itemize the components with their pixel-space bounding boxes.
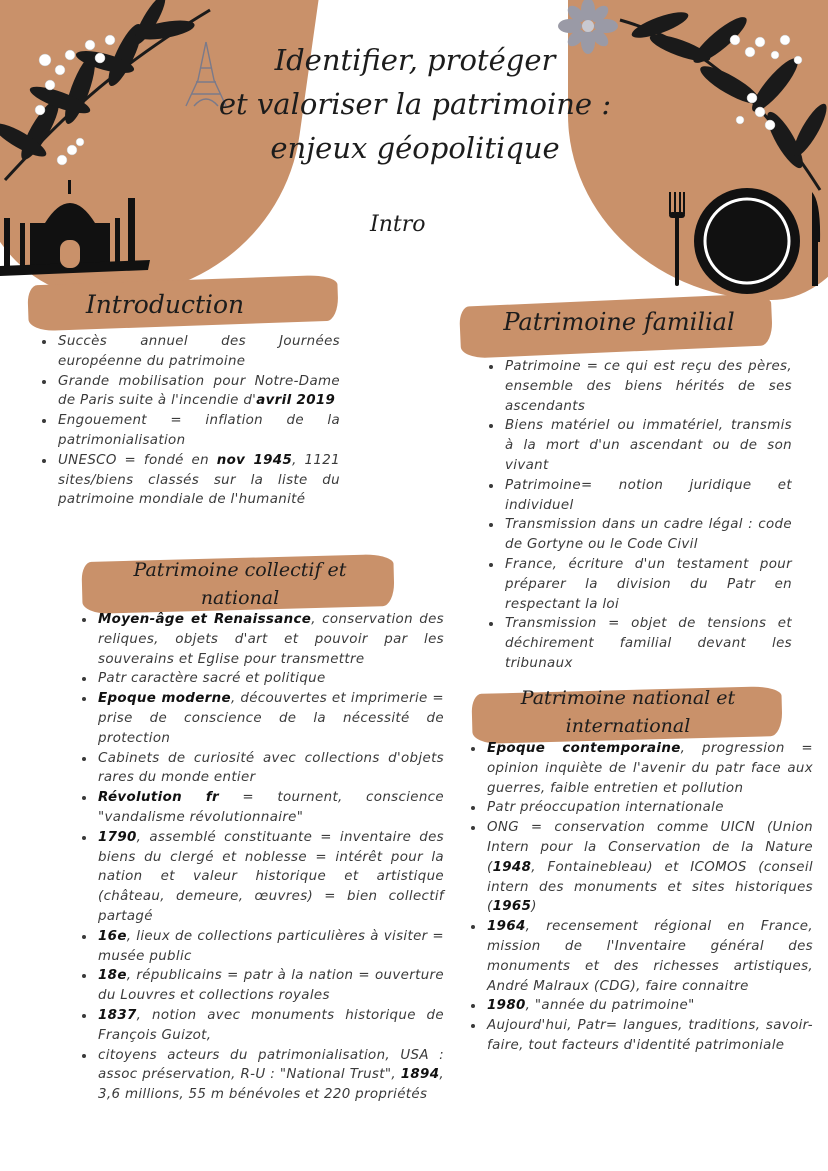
text-segment: , notion avec monuments historique de François Guizot, <box>98 1007 444 1043</box>
bold-text: Epoque contemporaine <box>487 741 681 756</box>
text-segment: UNESCO = fondé en <box>58 452 217 468</box>
text-segment: , conservation des reliques, objets d'art et pouvoir par les souverains et Eglise pour transmettre <box>98 612 445 667</box>
list-item <box>485 798 813 818</box>
text-segment: , "année du patrimoine" <box>525 998 695 1014</box>
text-segment: Engouement = inflation de la patrimonialisation <box>58 413 340 448</box>
text-segment: Transmission dans un cadre légal : code de Gortyne ou le Code Civil <box>505 517 792 553</box>
text-segment: Cabinets de curiosité avec collections d'objets rares du monde entier <box>98 750 444 786</box>
list-item <box>503 515 792 555</box>
list-item <box>485 1016 813 1056</box>
fork-icon <box>668 192 686 288</box>
list-item <box>485 818 813 917</box>
leaf-branch-icon <box>610 0 828 200</box>
list-item <box>96 927 444 967</box>
familial-list <box>485 357 792 674</box>
list-item <box>96 788 444 828</box>
text-segment: , assemblé constituante = inventaire des biens du clergé et noblesse = intérêt pour la nation et valeur historique et artistique (château, demeure, œuvres) = bien collectif partagé <box>98 829 444 924</box>
list-item <box>56 451 340 510</box>
list-item <box>503 614 792 673</box>
bold-text: 1980 <box>487 998 526 1014</box>
intro-label: Intro <box>370 212 426 237</box>
text-segment: Patr préoccupation internationale <box>487 800 724 816</box>
taj-mahal-icon <box>0 178 150 278</box>
list-item <box>503 416 792 475</box>
list-item <box>503 476 792 516</box>
text-segment: , républicains = patr à la nation = ouverture du Louvres et collections royales <box>98 968 444 1004</box>
list-item <box>96 610 444 669</box>
text-segment: Aujourd'hui, Patr= langues, traditions, savoir-faire, tout facteurs d'identité patrimoniale <box>487 1018 813 1053</box>
text-segment: , 3,6 millions, 55 m bénévoles et 220 propriétés <box>98 1067 444 1103</box>
section-heading-international: Patrimoine national et international <box>520 687 736 737</box>
page-title <box>200 38 630 170</box>
bold-text: 1964 <box>487 919 526 935</box>
section-heading-familial: Patrimoine familial <box>503 308 735 336</box>
list-item <box>503 555 792 614</box>
text-segment: Patrimoine= notion juridique et individuel <box>505 477 792 513</box>
section-heading-introduction: Introduction <box>85 290 245 319</box>
knife-icon <box>808 192 822 288</box>
text-segment: Patr caractère sacré et politique <box>98 671 326 687</box>
list-item <box>96 1046 444 1105</box>
text-segment: , Fontainebleau) et ICOMOS (conseil intern des monuments et sites historiques ( <box>487 859 813 915</box>
list-item <box>503 357 792 416</box>
text-segment: ) <box>531 899 537 915</box>
text-segment: Patrimoine = ce qui est reçu des pères, ensemble des biens hérités de ses ascendants <box>505 359 792 414</box>
plate-icon <box>692 186 802 296</box>
text-segment: , découvertes et imprimerie = prise de conscience de la nécessité de protection <box>98 691 445 746</box>
list-item <box>56 372 340 412</box>
text-segment: citoyens acteurs du patrimonialisation, USA : assoc préservation, R-U : "National Trust", <box>98 1047 444 1083</box>
list-item <box>485 739 813 798</box>
list-item <box>96 669 444 689</box>
text-segment: , recensement régional en France, mission de l'Inventaire général des monuments et des richesses artistiques, André Malraux (CDG), faire connaitre <box>487 919 813 994</box>
text-segment: , 1121 sites/biens classés sur la liste du patrimoine mondiale de l'humanité <box>58 452 340 508</box>
bold-text: 16e <box>98 928 127 944</box>
bold-text: 1790 <box>98 829 137 845</box>
section-heading-collectif: Patrimoine collectif et national <box>133 559 347 609</box>
text-segment: Biens matériel ou immatériel, transmis à la mort d'un ascendant ou de son vivant <box>505 418 792 473</box>
text-segment: Succès annuel des Journées européenne du patrimoine <box>58 334 340 369</box>
collectif-list <box>78 610 444 1105</box>
bold-text: 1948 <box>492 859 532 875</box>
list-item <box>96 966 444 1006</box>
bold-text: Moyen-âge et Renaissance <box>98 612 312 627</box>
list-item <box>96 828 444 927</box>
title-line: enjeux géopolitique <box>270 131 560 165</box>
bold-text: 18e <box>98 968 127 984</box>
introduction-list <box>38 332 340 510</box>
text-segment: Grande mobilisation pour Notre-Dame de Paris suite à l'incendie d' <box>58 373 340 409</box>
text-segment: = tournent, conscience "vandalisme révolutionnaire" <box>98 790 444 825</box>
title-line: et valoriser la patrimoine : <box>218 87 612 121</box>
bold-text: nov 1945 <box>216 452 293 468</box>
list-item <box>96 749 444 789</box>
list-item <box>485 917 813 996</box>
text-segment: , lieux de collections particulières à visiter = musée public <box>98 928 444 964</box>
bold-text: 1894 <box>400 1067 440 1083</box>
text-segment: ONG = conservation comme UICN (Union Intern pour la Conservation de la Nature ( <box>487 820 813 875</box>
title-line: Identifier, protéger <box>274 43 556 77</box>
list-item <box>96 689 444 748</box>
bold-text: Epoque moderne <box>98 691 231 707</box>
international-list <box>467 739 813 1056</box>
text-segment: , progression = opinion inquiète de l'avenir du patr face aux guerres, faible entretien et pollution <box>487 741 813 796</box>
list-item <box>96 1006 444 1046</box>
text-segment: France, écriture d'un testament pour préparer la division du Patr en respectant la loi <box>505 556 792 612</box>
bold-text: avril 2019 <box>256 393 336 409</box>
list-item <box>56 332 340 372</box>
bold-text: 1837 <box>98 1007 137 1023</box>
text-segment: Transmission = objet de tensions et déchirement familial devant les tribunaux <box>505 616 792 671</box>
list-item <box>485 996 813 1016</box>
bold-text: Révolution fr <box>98 790 219 806</box>
list-item <box>56 411 340 451</box>
bold-text: 1965 <box>492 899 532 915</box>
